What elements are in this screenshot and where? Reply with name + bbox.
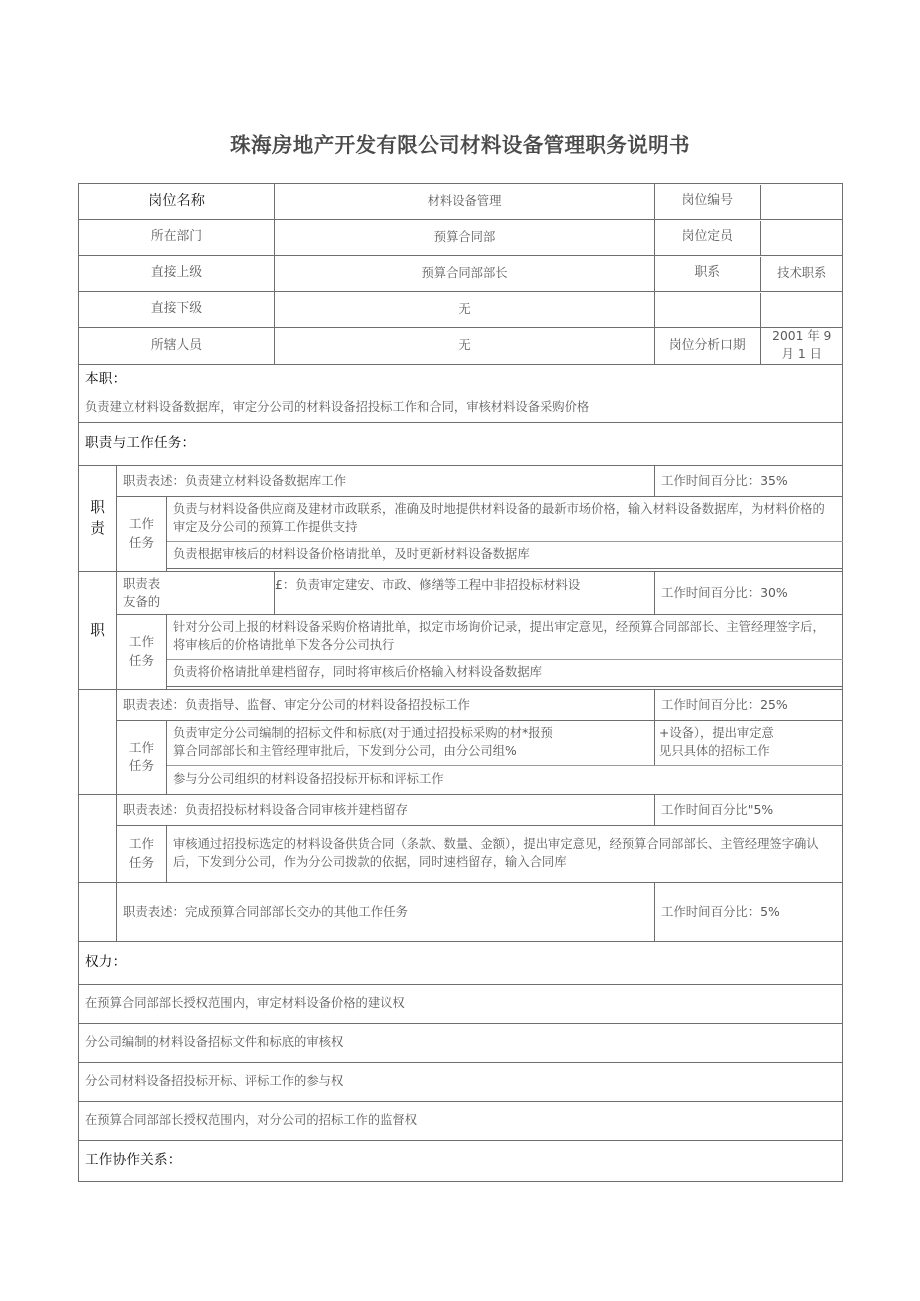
table-row bbox=[79, 328, 843, 365]
duty-block-3-statement-row bbox=[79, 689, 843, 720]
field-value-position-code bbox=[760, 185, 843, 219]
field-label-analysis-date: 岗位分析口期 bbox=[655, 328, 760, 364]
cooperation-heading: 工作协作关系： bbox=[79, 1140, 843, 1181]
duty-block-1-statement-row bbox=[79, 465, 843, 496]
field-label-empty bbox=[655, 293, 760, 327]
duty-percent-5: 工作时间百分比：5% bbox=[655, 882, 843, 941]
authority-item-row bbox=[79, 1023, 843, 1062]
authority-item-row bbox=[79, 1062, 843, 1101]
duty-block-4-task-row-1 bbox=[79, 825, 843, 882]
table-row bbox=[79, 220, 843, 256]
task-label-1-line1: 工作 bbox=[128, 516, 155, 532]
page-title: 珠海房地产开发有限公司材料设备管理职务说明书 bbox=[230, 133, 690, 157]
main-duty-text: 负责建立材料设备数据库，审定分公司的材料设备招投标工作和合同，审核材料设备采购价格 bbox=[79, 394, 843, 423]
duty-statement-2-overflow: £：负责审定建安、市政、修缮等工程中非招投标材料设 bbox=[275, 576, 581, 592]
section-header-main-duty bbox=[79, 364, 843, 394]
field-label-position-code: 岗位编号 bbox=[655, 185, 760, 219]
duty-statement-2-overflow-cell bbox=[275, 571, 655, 614]
duty-block-1-task-row-1 bbox=[79, 496, 843, 541]
authority-item-row bbox=[79, 984, 843, 1023]
field-label-direct-superior: 直接上级 bbox=[79, 256, 275, 292]
field-label-direct-subordinate: 直接下级 bbox=[79, 292, 275, 328]
field-value-headcount bbox=[760, 221, 843, 255]
duty-statement-4: 职责表述：负责招投标材料设备合同审核并建档留存 bbox=[117, 794, 655, 825]
field-value-analysis-date: 2001 年 9 月 1 日 bbox=[772, 329, 832, 361]
authority-heading: 权力： bbox=[79, 941, 843, 984]
duty-statement-2-line1: 职责表 bbox=[123, 575, 161, 591]
authority-item-4: 在预算合同部部长授权范围内，对分公司的招标工作的监督权 bbox=[79, 1101, 843, 1140]
duty-task-3-spill bbox=[655, 720, 843, 765]
duty-percent-3: 工作时间百分比：25% bbox=[655, 689, 843, 720]
field-value-direct-subordinate: 无 bbox=[275, 292, 655, 328]
section-header-authority bbox=[79, 941, 843, 984]
duty-statement-2 bbox=[117, 571, 275, 614]
duty-block-2-task-row-1 bbox=[79, 614, 843, 659]
duty-task-3-main bbox=[167, 720, 655, 765]
task-label-4-line1: 工作 bbox=[128, 836, 155, 852]
main-duty-text-row bbox=[79, 394, 843, 423]
duty-block-1-task-row-2 bbox=[79, 541, 843, 568]
task-label-3-line2: 任务 bbox=[128, 758, 155, 774]
task-label-4 bbox=[117, 825, 167, 882]
duty-statement-2-line2: 友备的 bbox=[123, 593, 161, 609]
duty-percent-4: 工作时间百分比"5% bbox=[655, 794, 843, 825]
table-row bbox=[79, 292, 843, 328]
duty-task-1-1: 负责与材料设备供应商及建材市政联系，准确及时地提供材料设备的最新市场价格，输入材料设备数据库，为材料价格的审定及分公司的预算工作提供支持 bbox=[167, 496, 843, 541]
duty-task-2-2: 负责将价格请批单建档留存，同时将审核后价格输入材料设备数据库 bbox=[167, 659, 843, 686]
field-value-direct-superior: 预算合同部部长 bbox=[275, 256, 655, 292]
duty-statement-3: 职责表述：负责指导、监督、审定分公司的材料设备招投标工作 bbox=[117, 689, 655, 720]
section-header-cooperation bbox=[79, 1140, 843, 1181]
duty-percent-1: 工作时间百分比：35% bbox=[655, 465, 843, 496]
duty-block-3-task-row-2 bbox=[79, 765, 843, 794]
duty-task-2-1: 针对分公司上报的材料设备采购价格请批单，拟定市场询价记录，提出审定意见，经预算合同部部长、主管经理签字后，将审核后的价格请批单下发各分公司执行 bbox=[167, 614, 843, 659]
duty-task-3-main-line1: 负责审定分公司编制的招标文件和标底(对于通过招投标采购的材*报预 bbox=[173, 725, 553, 740]
duty-task-3-spill-line2: 见只具体的招标工作 bbox=[659, 743, 770, 758]
duty-task-3-main-line2: 算合同部部长和主管经理审批后，下发到分公司，由分公司组% bbox=[173, 743, 517, 758]
duty-block-2-task-row-2 bbox=[79, 659, 843, 686]
duties-heading: 职责与工作任务： bbox=[79, 422, 843, 465]
duty-percent-2: 工作时间百分比：30% bbox=[655, 571, 843, 614]
table-row bbox=[79, 256, 843, 292]
duty-group-label-5 bbox=[79, 882, 117, 941]
field-value-position-name: 材料设备管理 bbox=[275, 184, 655, 220]
duty-task-4-1: 审核通过招投标选定的材料设备供货合同（条款、数量、金额），提出审定意见，经预算合同部部长、主管经理签字确认后，下发到分公司，作为分公司拨款的依据，同时速档留存，输入合同库 bbox=[167, 825, 843, 882]
duty-statement-5: 职责表述：完成预算合同部部长交办的其他工作任务 bbox=[117, 882, 655, 941]
duty-group-label-3 bbox=[79, 689, 117, 794]
authority-item-row bbox=[79, 1101, 843, 1140]
field-value-managed-staff: 无 bbox=[275, 328, 655, 365]
duty-task-3-1: 参与分公司组织的材料设备招投标开标和评标工作 bbox=[167, 765, 843, 794]
task-label-3 bbox=[117, 720, 167, 794]
duty-task-3-spill-line1: +设备），提出审定意 bbox=[659, 725, 774, 740]
field-label-job-family: 职系 bbox=[655, 257, 760, 291]
field-value-department: 预算合同部 bbox=[275, 220, 655, 256]
duty-block-4-statement-row bbox=[79, 794, 843, 825]
duty-group-label-1: 职责 bbox=[79, 465, 117, 571]
authority-item-2: 分公司编制的材料设备招标文件和标底的审核权 bbox=[79, 1023, 843, 1062]
task-label-1 bbox=[117, 496, 167, 571]
duty-statement-1: 职责表述：负责建立材料设备数据库工作 bbox=[117, 465, 655, 496]
task-label-2-line1: 工作 bbox=[128, 634, 155, 650]
duty-block-2-statement-row bbox=[79, 571, 843, 614]
table-row bbox=[79, 184, 843, 220]
authority-item-3: 分公司材料设备招投标开标、评标工作的参与权 bbox=[79, 1062, 843, 1101]
main-duty-heading: 本职： bbox=[79, 364, 843, 394]
task-label-3-line1: 工作 bbox=[128, 739, 155, 755]
field-label-headcount: 岗位定员 bbox=[655, 221, 760, 255]
duty-group-label-2: 职 bbox=[79, 571, 117, 689]
duty-group-label-4 bbox=[79, 794, 117, 882]
duty-task-1-2: 负责根据审核后的材料设备价格请批单，及时更新材料设备数据库 bbox=[167, 541, 843, 568]
field-label-department: 所在部门 bbox=[79, 220, 275, 256]
field-label-position-name: 岗位名称 bbox=[79, 184, 275, 220]
field-value-empty bbox=[760, 293, 843, 327]
job-description-table bbox=[78, 183, 843, 1182]
task-label-2-line2: 任务 bbox=[128, 652, 155, 668]
authority-item-1: 在预算合同部部长授权范围内，审定材料设备价格的建议权 bbox=[79, 984, 843, 1023]
duty-block-3-task-row-1 bbox=[79, 720, 843, 765]
task-label-4-line2: 任务 bbox=[128, 854, 155, 870]
duty-block-5-statement-row bbox=[79, 882, 843, 941]
field-value-job-family: 技术职系 bbox=[777, 265, 827, 280]
task-label-1-line2: 任务 bbox=[128, 534, 155, 550]
task-label-2 bbox=[117, 614, 167, 689]
field-label-managed-staff: 所辖人员 bbox=[79, 328, 275, 365]
section-header-duties bbox=[79, 422, 843, 465]
